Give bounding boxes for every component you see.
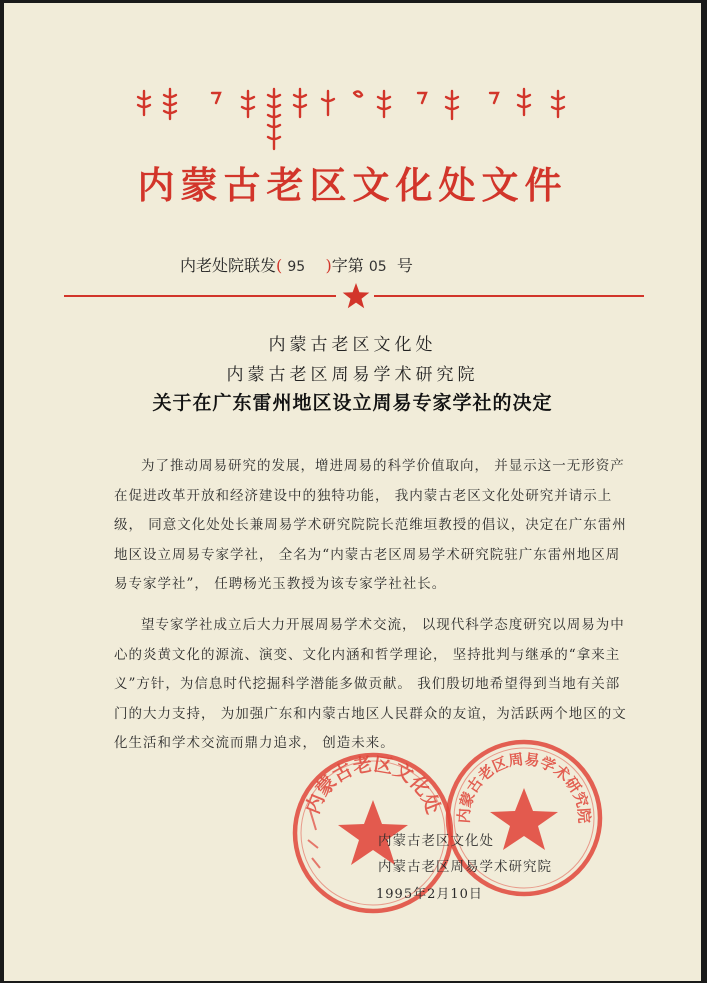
- signature-issuer-2: 内蒙古老区周易学术研究院: [378, 859, 552, 875]
- seal-1-text: 内蒙古老区文化处: [301, 753, 445, 817]
- docnum-close-paren: ): [325, 256, 332, 275]
- signature-issuer-1: 内蒙古老区文化处: [378, 833, 494, 849]
- document-title: 关于在广东雷州地区设立周易专家学社的决定: [152, 392, 553, 414]
- signature-date: 1995年2月10日: [376, 887, 483, 902]
- star-icon: [342, 282, 370, 310]
- issuer-line-1: 内蒙古老区文化处: [268, 335, 437, 355]
- docnum-prefix: 内老处院联发: [180, 256, 277, 275]
- body-paragraph-2-block: [114, 611, 634, 759]
- body-paragraph-1: 为了推动周易研究的发展，增进周易的科学价值取向， 并显示这一无形资产在促进改革开放和经济建设中的独特功能， 我内蒙古老区文化处研究并请示上级， 同意文化处处长兼周易学术研究院院长范维垣教授的倡议，决定在广东雷州地区设立周易专家学社， 全名为“内蒙古老区周易学术研究院驻广东雷州地区周易专家学社”， 任聘杨光玉教授为该专家学社社长。: [114, 458, 627, 592]
- seal-2-text: 内蒙古老区周易学术研究院: [454, 750, 594, 824]
- red-rule-right: [374, 295, 644, 297]
- docnum-word: 字第: [331, 256, 364, 275]
- document-number: [180, 253, 413, 276]
- mongolian-script-header: [122, 85, 602, 157]
- docnum-year: 95: [287, 259, 306, 275]
- document-page: [4, 3, 701, 981]
- red-rule-left: [64, 295, 336, 297]
- letterhead-title: 内蒙古老区文化处文件: [137, 163, 568, 207]
- body-paragraph-2: 望专家学社成立后大力开展周易学术交流， 以现代科学态度研究以周易为中心的炎黄文化的源流、演变、文化内涵和哲学理论， 坚持批判与继承的“拿来主义”方针，为信息时代挖掘科学潜能多做贡献。 我们殷切地希望得到当地有关部门的大力支持， 为加强广东和内蒙古地区人民群众的友谊，为活跃两个地区的文化生活和学术交流而鼎力追求， 创造未来。: [114, 617, 627, 751]
- body-paragraph-1-block: [114, 452, 634, 600]
- docnum-suffix: 号: [396, 256, 413, 275]
- issuer-line-2: 内蒙古老区周易学术研究院: [226, 365, 479, 385]
- docnum-number: 05: [368, 259, 387, 275]
- docnum-open-paren: (: [276, 256, 283, 275]
